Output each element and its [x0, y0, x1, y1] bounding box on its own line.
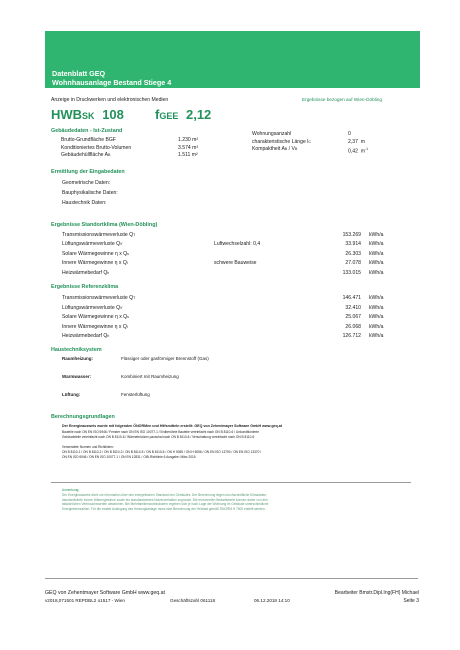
reference-values — [310, 294, 361, 342]
climate-values — [310, 231, 361, 278]
reference-units — [369, 294, 383, 342]
hwb-value: 108 — [102, 107, 124, 122]
section-site-climate: Ergebnisse Standortklima (Wien-Döbling) — [51, 222, 158, 228]
location-note: Ergebnisse bezogen auf Wien-Döbling — [302, 97, 382, 102]
building-name: Wohnhausanlage Bestand Stiege 4 — [52, 78, 172, 87]
reference-value: 126.712 — [342, 333, 361, 340]
hvac-label-hotwater: Warmwasser: — [62, 374, 92, 379]
fgee-label: f — [155, 107, 160, 122]
building-right-values — [348, 131, 368, 156]
section-building: Gebäudedaten - Ist-Zustand — [51, 128, 123, 134]
climate-unit: kWh/a — [369, 232, 384, 238]
reference-unit: kWh/a — [369, 333, 384, 340]
fgee-value: 2,12 — [185, 107, 212, 122]
envelope-label: Gebäudehüllfläche AB — [61, 152, 111, 158]
reference-labels — [62, 294, 135, 342]
footer-software: GEQ von Zehentmayer Software GmbH www.geq.at — [45, 590, 165, 596]
reference-row-label: Lüftungswärmeverluste QV — [62, 304, 123, 311]
basis-line: Bauteile nach ON EN ISO 6946 / Fenster nach ON EN ISO 10077-1 / Erdberührte Bauteile vereinfacht nach ON B 8110-6 / Unkonditionierte — [62, 430, 259, 434]
hvac-label-heating: Raumheizung: — [62, 356, 93, 361]
climate-units — [369, 231, 383, 278]
input-geometry: Geometrische Daten: — [62, 180, 111, 186]
climate-row-label: Innere Wärmegewinne η x Qi — [62, 260, 128, 267]
climate-unit: kWh/a — [369, 260, 384, 267]
note-line: Der Energieausweis dient zur Information über den energetischen Standard des Gebäudes. Der Berechnung liegen durchschnittliche Klimadaten, — [62, 493, 268, 497]
climate-notes — [214, 231, 260, 278]
intro-text: Anzeige in Druckwerken und elektronischen Medien — [51, 97, 169, 103]
note-title: Anmerkung: — [62, 488, 80, 492]
climate-row-label: Heizwärmebedarf Qh — [62, 269, 110, 276]
hvac-label-ventilation: Lüftung: — [62, 392, 81, 397]
climate-row-label: Lüftungswärmeverluste QV — [62, 241, 123, 248]
basis-line: Gebäudeteile vereinfacht nach ON B 8110-6 / Wärmebrücken pauschal nach ON B 8110-6 / Verschattung vereinfacht nach ON B 8110-6 — [62, 434, 255, 439]
footer-version: v2018,071501 REPDBL2 o1517 - Wien — [45, 598, 125, 603]
section-input: Ermittlung der Eingabedaten — [51, 169, 125, 175]
reference-row-label: Transmissionswärmeverluste QT — [62, 295, 136, 301]
building-right-labels — [252, 131, 311, 154]
footer-divider — [45, 578, 418, 579]
hwb-label: HWB — [51, 107, 83, 122]
bgf-value: 1.230 m² — [178, 137, 199, 143]
hvac-value-hotwater: Kombiniert mit Raumheizung — [121, 374, 179, 379]
reference-unit: kWh/a — [369, 323, 384, 330]
climate-note — [214, 250, 260, 259]
section-reference-climate: Ergebnisse Referenzklima — [51, 284, 119, 290]
climate-unit: kWh/a — [369, 250, 384, 257]
note-text — [62, 493, 268, 511]
compactness-value: 0,42 $m^{-1}$ — [348, 147, 369, 155]
reference-value: 25.067 — [345, 314, 361, 321]
reference-unit: kWh/a — [369, 295, 384, 301]
note-line: Energiekennzahlen. Für die exakte Auslegung des Heizungsanlage muss eine Berechnung der Heizlast gemäß ÖNORM H 7500 erstellt werden. — [62, 506, 266, 511]
document-title: Datenblatt GEQ — [52, 69, 106, 78]
note-line: tatsächlichen Verbrauchswerten abweichen. Bei Mehrfamilienwohnhäusern ergeben sich je nach Lage der Wohnung im Gebäude unterschiedliche — [62, 502, 269, 507]
title-banner — [45, 31, 420, 88]
reference-unit: kWh/a — [369, 304, 384, 311]
climate-labels — [62, 231, 135, 278]
divider — [51, 482, 411, 483]
footer-author: Bearbeiter Bmstr.Dipl.Ing(FH) Michael — [334, 590, 419, 596]
climate-value: 133.015 — [342, 269, 361, 276]
climate-row-label: Transmissionswärmeverluste QT — [62, 232, 136, 238]
bgf-label: Brutto-Grundfläche BGF — [61, 137, 116, 143]
building-left-labels — [61, 137, 131, 160]
climate-row-label: Solare Wärmegewinne η x Qs — [62, 250, 129, 257]
building-left-values — [178, 137, 198, 160]
basis-methods — [62, 430, 259, 439]
char-length-label: charakteristische Länge lC — [252, 138, 311, 145]
norms-title: Verwendete Normen und Richtlinien: — [62, 445, 114, 449]
envelope-value: 1.511 m² — [178, 152, 198, 158]
norms-list — [62, 450, 261, 459]
climate-note: schwere Bauweise — [214, 260, 257, 267]
footer-page-number: Seite 3 — [403, 598, 419, 604]
fgee-sub: GEE — [159, 111, 179, 121]
climate-unit: kWh/a — [369, 241, 384, 248]
section-hvac: Haustechniksystem — [51, 347, 102, 353]
climate-note — [214, 231, 260, 240]
units-label: Wohnungsanzahl — [252, 131, 292, 137]
compactness-label: Kompaktheit AB / VB — [252, 146, 298, 152]
volume-value: 3.574 m³ — [178, 144, 199, 151]
units-value: 0 — [348, 131, 351, 137]
climate-value: 26.303 — [345, 250, 361, 257]
hvac-value-ventilation: Fensterlüftung — [121, 392, 150, 397]
hwb-kpi — [51, 107, 124, 124]
norms-line: ON B 8110-1 / ON B 8110-2 / ON B 8110-3 / ON B 8110-5 / ON B 8110-6 / ON H 5055 / ON H 5056 / ON EN ISO 13790 / ON EN ISO 13370 / — [62, 450, 262, 454]
reference-value: 26.068 — [345, 323, 361, 330]
input-list — [62, 178, 118, 208]
climate-note — [214, 269, 260, 278]
reference-unit: kWh/a — [369, 314, 384, 321]
climate-value: 153.269 — [342, 232, 361, 238]
reference-row-label: Innere Wärmegewinne η x Qi — [62, 323, 128, 330]
reference-value: 32.410 — [345, 304, 361, 311]
input-hvac: Haustechnik Daten: — [62, 200, 107, 206]
fgee-kpi — [155, 107, 211, 124]
climate-note: Luftwechselzahl: 0,4 — [214, 241, 261, 248]
note-line: standardisierte Innere Wärmegewinne sowie ein standardisiertes Nutzerverhalten zugrunde. Die errechneten Bedarfswerte können daher von den — [62, 497, 268, 502]
section-basis: Berechnungsgrundlagen — [51, 414, 115, 420]
reference-row-label: Heizwärmebedarf Qh — [62, 333, 110, 340]
basis-tools: Der Energieausweis wurde mit folgenden ÖNORMen und Hilfsmitteln erstellt: GEQ von Zehentmayer Software GmbH www.geq.at — [62, 424, 282, 428]
reference-row-label: Solare Wärmegewinne η x Qs — [62, 314, 129, 321]
char-length-value: 2,37 m — [348, 138, 366, 145]
hvac-value-heating: Flüssiger oder gasförmiger Brennstoff (Gas) — [121, 356, 209, 361]
volume-label: Konditioniertes Brutto-Volumen — [61, 144, 132, 151]
climate-value: 33.914 — [345, 241, 361, 248]
footer-date: 06.12.2018 14:10 — [254, 598, 290, 603]
input-physics: Bauphysikalische Daten: — [62, 190, 118, 196]
climate-value: 27.078 — [345, 260, 361, 267]
climate-unit: kWh/a — [369, 269, 384, 276]
hwb-sub: SK — [82, 111, 95, 121]
reference-value: 146.471 — [342, 295, 361, 301]
norms-line: ON EN ISO 6946 / ON EN ISO 10077-1 / ON EN 12831 / OIB-Richtlinie 6 Ausgabe: März 2015 — [62, 454, 196, 459]
footer-file-number: Geschäftszahl 061118 — [170, 598, 216, 603]
